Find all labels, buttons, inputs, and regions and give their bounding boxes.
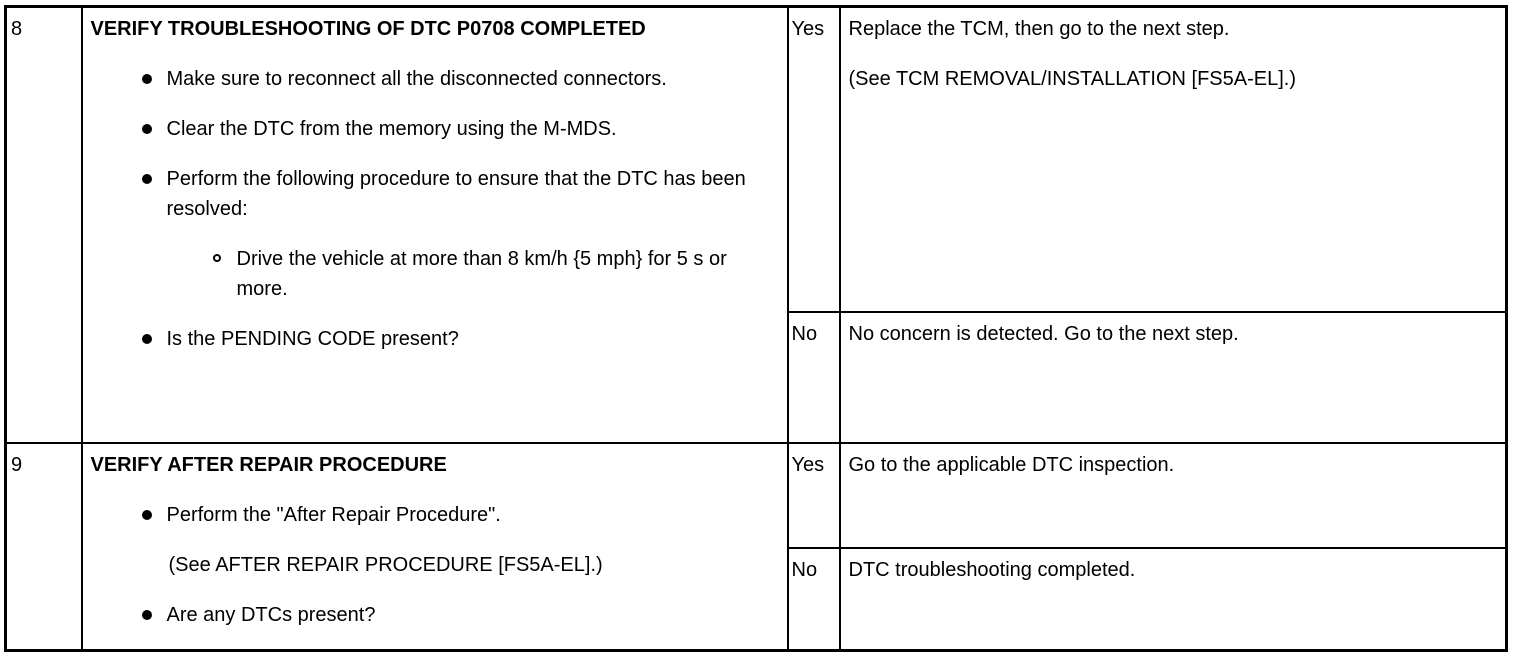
question-list xyxy=(91,324,781,354)
step-procedure xyxy=(82,7,788,443)
result-yes: Yes xyxy=(788,443,840,548)
sub-procedure-list xyxy=(91,244,781,304)
step-number: 9 xyxy=(6,443,82,651)
troubleshooting-table xyxy=(4,5,1508,652)
action-no xyxy=(840,548,1507,651)
step-title: VERIFY TROUBLESHOOTING OF DTC P0708 COMPLETED xyxy=(90,18,646,40)
procedure-list xyxy=(91,500,781,530)
action-text: DTC troubleshooting completed. xyxy=(848,558,1136,581)
reference-link[interactable]: (See AFTER REPAIR PROCEDURE [FS5A-EL].) xyxy=(168,553,603,576)
list-item: Drive the vehicle at more than 8 km/h {5 mph} for 5 s or more. xyxy=(91,244,781,304)
action-text: No concern is detected. Go to the next step. xyxy=(848,322,1239,345)
bullet-icon xyxy=(142,510,152,520)
list-item: Make sure to reconnect all the disconnected connectors. xyxy=(91,64,781,94)
step-question: Are any DTCs present? xyxy=(91,600,781,630)
step-question: Is the PENDING CODE present? xyxy=(91,324,781,354)
table-row xyxy=(6,7,1507,312)
question-list xyxy=(91,600,781,630)
action-yes xyxy=(840,7,1507,312)
bullet-icon xyxy=(142,174,152,184)
result-no: No xyxy=(788,548,840,651)
bullet-icon xyxy=(142,74,152,84)
bullet-icon xyxy=(142,124,152,134)
procedure-list xyxy=(91,64,781,224)
list-item: Perform the "After Repair Procedure". xyxy=(91,500,781,530)
action-yes xyxy=(840,443,1507,548)
list-item: Perform the following procedure to ensure that the DTC has been resolved: xyxy=(91,164,781,224)
bullet-icon xyxy=(142,610,152,620)
reference-link[interactable]: (See TCM REMOVAL/INSTALLATION [FS5A-EL].) xyxy=(848,68,1297,90)
result-no: No xyxy=(788,312,840,443)
bullet-icon xyxy=(142,334,152,344)
table-row xyxy=(6,443,1507,548)
step-procedure xyxy=(82,443,788,651)
result-yes: Yes xyxy=(788,7,840,312)
hollow-bullet-icon xyxy=(213,254,221,262)
step-title: VERIFY AFTER REPAIR PROCEDURE xyxy=(90,453,447,476)
list-item: Clear the DTC from the memory using the M-MDS. xyxy=(91,114,781,144)
step-number: 8 xyxy=(6,7,82,443)
action-no xyxy=(840,312,1507,443)
action-text: Go to the applicable DTC inspection. xyxy=(848,453,1175,476)
action-text: Replace the TCM, then go to the next step. xyxy=(848,18,1230,40)
